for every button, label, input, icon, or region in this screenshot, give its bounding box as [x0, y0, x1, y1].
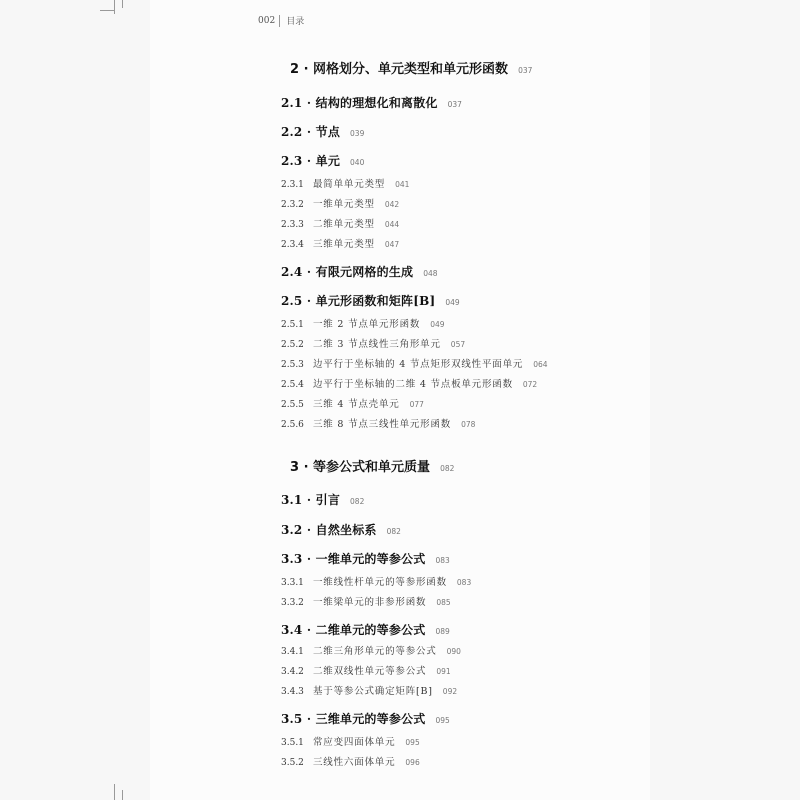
toc-number: 2.3.1	[281, 180, 304, 190]
toc-subsection	[281, 196, 399, 210]
toc-number: 3.2	[281, 523, 303, 537]
toc-title: 有限元网格的生成	[315, 265, 414, 279]
toc-page-number: 089	[435, 627, 450, 636]
toc-subsection	[281, 594, 451, 608]
toc-page-number: 064	[533, 360, 548, 369]
crop-mark-top-left-v	[114, 0, 115, 14]
toc-subsection	[281, 683, 457, 697]
toc-separator-dot: ·	[302, 265, 316, 279]
toc-page-number: 085	[436, 598, 451, 607]
toc-separator-dot: ·	[302, 712, 316, 726]
toc-number: 3	[290, 460, 300, 475]
toc-number: 3.4.1	[281, 647, 304, 657]
toc-subsection	[281, 574, 471, 588]
toc-section	[281, 521, 401, 538]
toc-number: 2.5.1	[281, 320, 304, 330]
toc-number: 2.3.4	[281, 240, 304, 250]
toc-section	[281, 123, 364, 140]
toc-number: 2.3	[281, 154, 303, 168]
toc-title: 结构的理想化和离散化	[315, 96, 438, 110]
toc-page-number: 039	[350, 129, 365, 138]
toc-title: 二维单元的等参公式	[315, 623, 426, 637]
toc-number: 2.5.3	[281, 360, 304, 370]
toc-number: 2.4	[281, 265, 303, 279]
toc-page-number: 078	[461, 420, 476, 429]
toc-page-number: 095	[435, 716, 450, 725]
toc-chapter	[290, 58, 532, 77]
toc-page-number: 040	[350, 158, 365, 167]
toc-title: 最简单单元类型	[313, 179, 386, 190]
toc-subsection	[281, 416, 475, 430]
toc-subsection	[281, 754, 420, 768]
toc-number: 2.1	[281, 96, 303, 110]
toc-title: 三维 4 节点壳单元	[313, 399, 400, 410]
toc-title: 一维单元类型	[313, 199, 375, 210]
toc-subsection	[281, 336, 465, 350]
toc-page-number: 044	[384, 220, 400, 229]
toc-title: 一维单元的等参公式	[315, 552, 426, 566]
toc-number: 3.1	[281, 493, 303, 507]
toc-separator-dot: ·	[302, 154, 316, 168]
toc-section	[281, 94, 462, 111]
toc-title: 边平行于坐标轴的 4 节点矩形双线性平面单元	[313, 359, 524, 370]
toc-page-number: 091	[436, 667, 451, 676]
toc-page-number: 095	[405, 738, 420, 747]
toc-subsection	[281, 734, 420, 748]
toc-separator-dot: ·	[302, 552, 316, 566]
toc-title: 节点	[315, 125, 341, 139]
toc-title: 等参公式和单元质量	[313, 460, 431, 475]
toc-page-number: 082	[386, 527, 401, 536]
toc-number: 3.3	[281, 552, 303, 566]
toc-number: 3.3.2	[281, 598, 304, 608]
header-title: 目录	[286, 17, 305, 27]
toc-subsection	[281, 356, 548, 370]
toc-page-number: 048	[423, 269, 438, 278]
toc-page-number: 037	[518, 66, 533, 75]
toc-number: 2.3.3	[281, 220, 304, 230]
toc-page-number: 042	[384, 200, 400, 209]
toc-number: 3.5	[281, 712, 303, 726]
toc-title: 边平行于坐标轴的二维 4 节点板单元形函数	[313, 379, 513, 390]
toc-page-number: 049	[445, 298, 460, 307]
toc-subsection	[281, 176, 409, 190]
toc-subsection	[281, 236, 399, 250]
crop-mark-bottom-right-v	[122, 790, 123, 800]
toc-title: 单元形函数和矩阵[B]	[315, 294, 436, 308]
toc-page-number: 083	[456, 578, 472, 587]
toc-subsection	[281, 316, 445, 330]
toc-number: 2.5.5	[281, 400, 304, 410]
toc-subsection	[281, 663, 451, 677]
toc-chapter	[290, 456, 454, 475]
toc-subsection	[281, 396, 424, 410]
toc-section	[281, 491, 364, 508]
toc-separator-dot: ·	[299, 62, 314, 77]
toc-title: 二维三角形单元的等参公式	[313, 646, 437, 657]
toc-title: 三维单元的等参公式	[315, 712, 426, 726]
toc-page-number: 057	[450, 340, 466, 349]
toc-page-number: 072	[522, 380, 538, 389]
toc-title: 单元	[315, 154, 341, 168]
toc-title: 二维单元类型	[313, 219, 375, 230]
toc-page-number: 092	[442, 687, 458, 696]
running-header	[258, 14, 304, 27]
toc-section	[281, 292, 460, 309]
toc-number: 3.5.1	[281, 738, 304, 748]
toc-separator-dot: ·	[302, 96, 316, 110]
toc-number: 3.5.2	[281, 758, 304, 768]
toc-separator-dot: ·	[302, 493, 316, 507]
toc-number: 2.3.2	[281, 200, 304, 210]
toc-title: 一维线性杆单元的等参形函数	[313, 577, 447, 588]
toc-title: 三维单元类型	[313, 239, 375, 250]
toc-number: 3.4.3	[281, 687, 304, 697]
toc-title: 自然坐标系	[315, 523, 377, 537]
toc-section	[281, 621, 450, 638]
toc-title: 三维 8 节点三线性单元形函数	[313, 419, 452, 430]
toc-section	[281, 263, 438, 280]
crop-mark-bottom-left-v	[114, 784, 115, 800]
toc-title: 引言	[315, 493, 341, 507]
toc-page-number: 082	[350, 497, 365, 506]
toc-page-number: 083	[435, 556, 450, 565]
crop-mark-top-left-h	[100, 10, 114, 11]
toc-page-number: 041	[395, 180, 410, 189]
toc-page-number: 082	[440, 464, 455, 473]
toc-separator-dot: ·	[302, 523, 316, 537]
toc-title: 常应变四面体单元	[313, 737, 396, 748]
toc-separator-dot: ·	[302, 125, 316, 139]
toc-number: 2	[290, 62, 300, 77]
toc-number: 3.4	[281, 623, 303, 637]
toc-subsection	[281, 643, 461, 657]
toc-separator-dot: ·	[299, 460, 314, 475]
toc-page-number: 049	[430, 320, 445, 329]
toc-page-number: 077	[409, 400, 424, 409]
toc-title: 网格划分、单元类型和单元形函数	[313, 62, 509, 77]
toc-number: 2.5.6	[281, 420, 304, 430]
toc-title: 基于等参公式确定矩阵[B]	[313, 686, 433, 697]
toc-section	[281, 710, 450, 727]
header-page-number: 002	[258, 15, 276, 26]
toc-separator-dot: ·	[302, 294, 316, 308]
toc-number: 2.5.2	[281, 340, 304, 350]
toc-title: 二维双线性单元等参公式	[313, 666, 427, 677]
toc-number: 2.5	[281, 294, 303, 308]
toc-title: 一维 2 节点单元形函数	[313, 319, 421, 330]
toc-number: 2.5.4	[281, 380, 304, 390]
toc-separator-dot: ·	[302, 623, 316, 637]
toc-number: 2.2	[281, 125, 303, 139]
toc-subsection	[281, 216, 399, 230]
toc-number: 3.3.1	[281, 578, 304, 588]
header-divider	[279, 15, 280, 27]
toc-page-number: 047	[384, 240, 400, 249]
toc-title: 一维梁单元的非参形函数	[313, 597, 427, 608]
toc-number: 3.4.2	[281, 667, 304, 677]
toc-title: 二维 3 节点线性三角形单元	[313, 339, 441, 350]
crop-mark-top-right-v	[122, 0, 123, 8]
toc-page-number: 096	[405, 758, 420, 767]
toc-page-number: 037	[447, 100, 462, 109]
toc-page-number: 090	[446, 647, 461, 656]
toc-section	[281, 152, 364, 169]
toc-section	[281, 550, 450, 567]
toc-title: 三线性六面体单元	[313, 757, 396, 768]
toc-subsection	[281, 376, 537, 390]
